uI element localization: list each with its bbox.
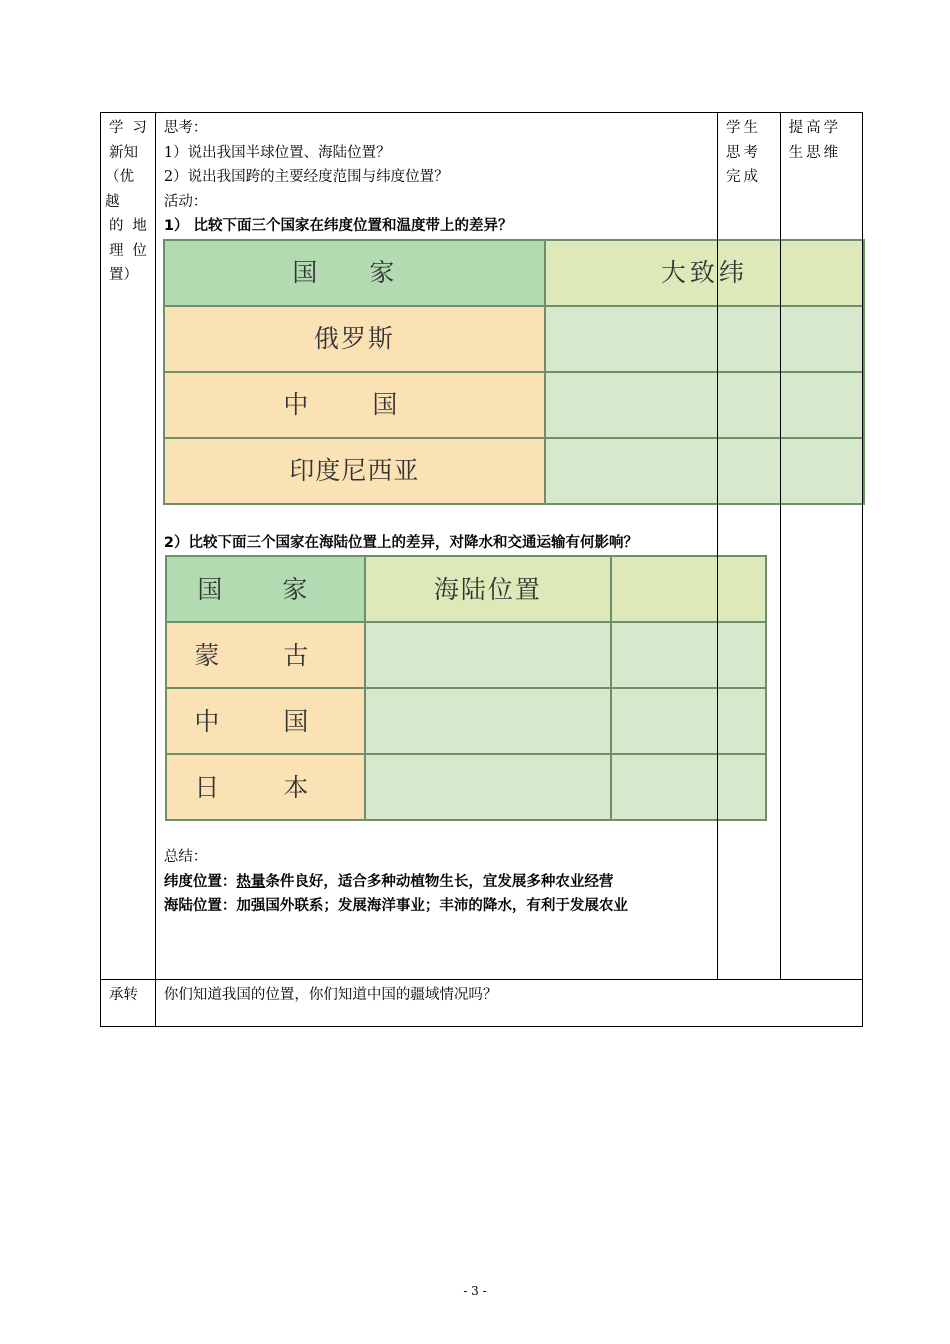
label-char: 理	[109, 242, 124, 259]
summary-latitude-label: 纬度位置：	[163, 873, 237, 890]
design-intent-cell	[780, 113, 862, 980]
question-1: 1）说出我国半球位置、海陆位置？	[163, 144, 391, 161]
table2-header-sea-land: 海陆位置	[365, 556, 611, 622]
table2-header-country: 国 家	[166, 556, 365, 622]
student-activity-text: 学生思考完成	[726, 120, 762, 185]
table2-row-sea-land	[365, 622, 611, 688]
sea-land-table	[165, 555, 767, 821]
table1-row-country: 中 国	[164, 372, 545, 438]
label-char: 学	[109, 120, 124, 136]
activity-title: 活动：	[163, 193, 208, 210]
label-char: 习	[132, 120, 147, 136]
page-number: - 3 -	[463, 1284, 487, 1298]
table2-row-country: 蒙 古	[166, 622, 365, 688]
summary-title: 总结：	[163, 849, 208, 865]
table2-row-sea-land	[365, 688, 611, 754]
summary-latitude-underlined: 热量	[236, 873, 266, 890]
transition-row	[101, 980, 863, 1027]
label-char: 地	[132, 218, 147, 234]
table1-row-country: 印度尼西亚	[164, 438, 545, 504]
table1-header-latitude: 大致纬	[545, 240, 864, 306]
transition-label: 承转	[109, 987, 138, 1003]
table2-row-country: 中 国	[166, 688, 365, 754]
summary-sea-land: 海陆位置：加强国外联系；发展海洋事业；丰沛的降水，有利于发展农业	[163, 898, 628, 914]
design-intent-text: 提高学生思维	[788, 120, 842, 161]
student-activity-cell	[718, 113, 781, 980]
section-label-cell	[101, 113, 156, 980]
label-char: 新知	[109, 144, 138, 161]
table1-row-country: 俄罗斯	[164, 306, 545, 372]
table2-row-sea-land	[365, 754, 611, 820]
summary-latitude	[164, 870, 717, 895]
summary-latitude-rest: 条件良好，适合多种动植物生长，宜发展多种农业经营	[265, 873, 614, 890]
latitude-comparison-figure	[163, 239, 748, 505]
activity-2: 2）比较下面三个国家在海陆位置上的差异，对降水和交通运输有何影响？	[163, 534, 638, 551]
sea-land-comparison-figure	[163, 555, 682, 821]
label-char: 的	[109, 218, 124, 234]
lesson-plan-table	[100, 112, 863, 1027]
label-char: （优越	[105, 169, 134, 210]
activity-1: 1） 比较下面三个国家在纬度位置和温度带上的差异？	[163, 218, 513, 234]
think-title: 思考：	[163, 120, 208, 136]
table2-row-country: 日 本	[166, 754, 365, 820]
label-char: 置）	[109, 267, 138, 283]
transition-label-cell	[101, 980, 156, 1027]
question-2: 2）说出我国跨的主要经度范围与纬度位置？	[163, 169, 449, 185]
transition-text-cell	[155, 980, 862, 1027]
table1-header-country: 国 家	[164, 240, 545, 306]
label-char: 位	[132, 242, 147, 259]
new-knowledge-row	[101, 113, 863, 980]
transition-text: 你们知道我国的位置，你们知道中国的疆域情况吗？	[163, 987, 498, 1003]
